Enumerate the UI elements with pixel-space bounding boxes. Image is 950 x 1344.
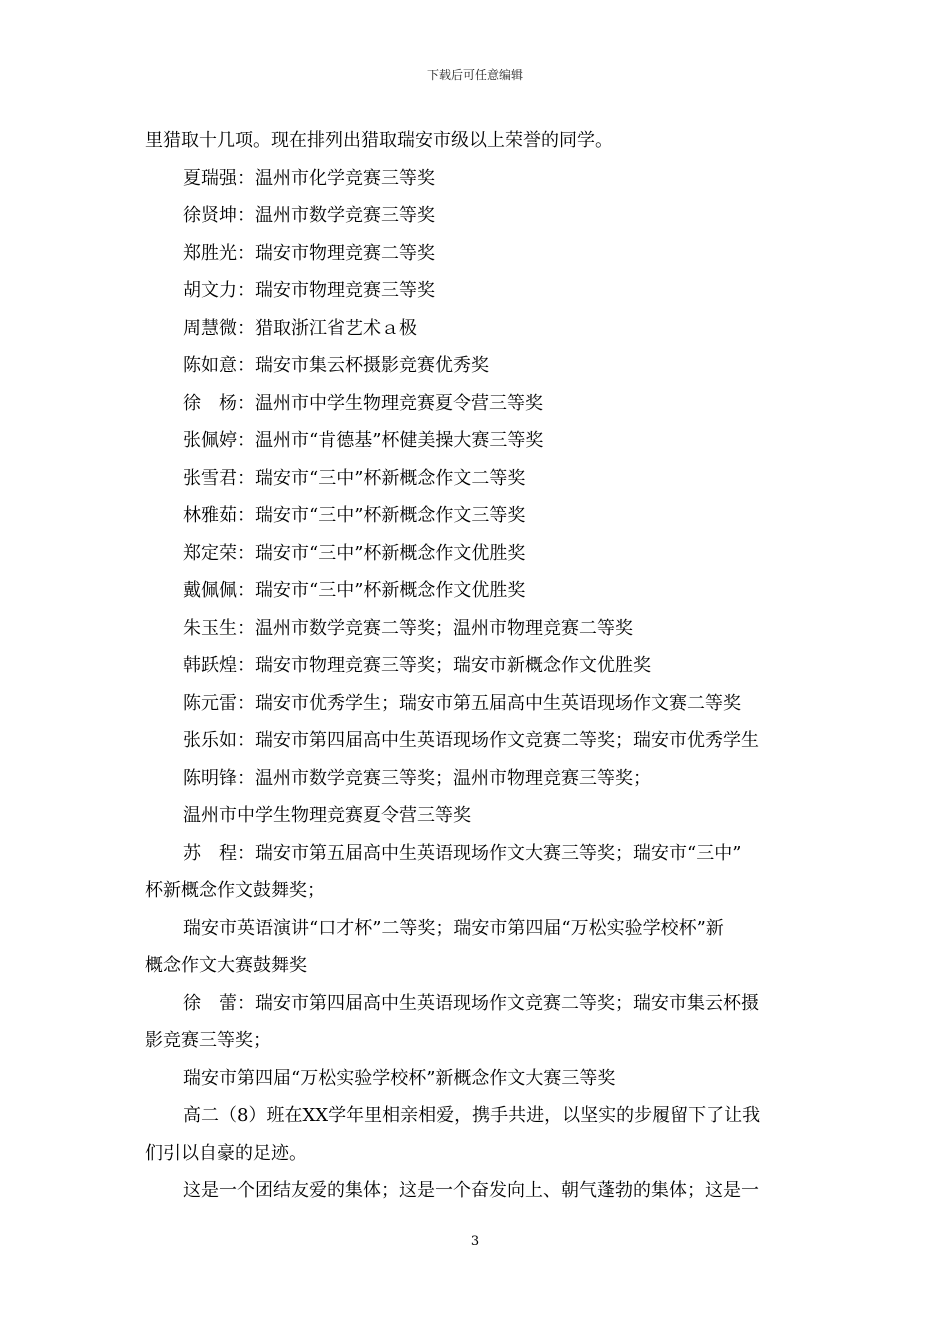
text-line: 影竞赛三等奖； [145, 1030, 271, 1051]
text-line: 胡文力：瑞安市物理竞赛三等奖 [183, 280, 435, 301]
text-line: 张雪君：瑞安市“三中”杯新概念作文二等奖 [183, 467, 526, 489]
text-line: 陈如意：瑞安市集云杯摄影竞赛优秀奖 [183, 355, 489, 376]
text-line: 杯新概念作文鼓舞奖； [145, 880, 325, 901]
text-line: 郑定荣：瑞安市“三中”杯新概念作文优胜奖 [183, 542, 526, 564]
text-line: 高二（8）班在XX学年里相亲相爱，携手共进，以坚实的步履留下了让我 [183, 1105, 761, 1126]
text-line: 韩跃煌：瑞安市物理竞赛三等奖；瑞安市新概念作文优胜奖 [183, 655, 651, 676]
text-line: 苏 程：瑞安市第五届高中生英语现场作文大赛三等奖；瑞安市“三中” [183, 842, 742, 864]
page-number: 3 [470, 1234, 480, 1249]
text-line: 夏瑞强：温州市化学竞赛三等奖 [183, 167, 435, 189]
text-line: 张乐如：瑞安市第四届高中生英语现场作文竞赛二等奖；瑞安市优秀学生 [183, 730, 759, 751]
text-line: 徐 蕾：瑞安市第四届高中生英语现场作文竞赛二等奖；瑞安市集云杯摄 [183, 992, 759, 1014]
text-line: 朱玉生：温州市数学竞赛二等奖；温州市物理竞赛二等奖 [183, 617, 633, 639]
text-line: 这是一个团结友爱的集体；这是一个奋发向上、朝气蓬勃的集体；这是一 [183, 1180, 759, 1201]
text-line: 瑞安市英语演讲“口才杯”二等奖；瑞安市第四届“万松实验学校杯”新 [183, 917, 724, 939]
text-line: 徐 杨：温州市中学生物理竞赛夏令营三等奖 [183, 392, 543, 414]
document-body [145, 122, 815, 1210]
text-line: 徐贤坤：温州市数学竞赛三等奖 [183, 205, 435, 226]
text-line: 们引以自豪的足迹。 [145, 1142, 307, 1164]
page-header: 下载后可任意编辑 [426, 68, 523, 82]
text-line: 里猎取十几项。现在排列出猎取瑞安市级以上荣誉的同学。 [145, 130, 613, 151]
text-line: 温州市中学生物理竞赛夏令营三等奖 [183, 805, 471, 826]
text-line: 概念作文大赛鼓舞奖 [145, 955, 307, 976]
text-line: 郑胜光：瑞安市物理竞赛二等奖 [183, 242, 435, 264]
text-line: 陈元雷：瑞安市优秀学生；瑞安市第五届高中生英语现场作文赛二等奖 [183, 692, 741, 714]
text-line: 陈明锋：温州市数学竞赛三等奖；温州市物理竞赛三等奖； [183, 767, 651, 789]
text-line: 周慧微：猎取浙江省艺术ａ极 [183, 317, 417, 339]
text-line: 林雅茹：瑞安市“三中”杯新概念作文三等奖 [183, 505, 526, 526]
text-line: 张佩婷：温州市“肯德基”杯健美操大赛三等奖 [183, 430, 544, 451]
text-line: 戴佩佩：瑞安市“三中”杯新概念作文优胜奖 [183, 580, 526, 601]
text-line: 瑞安市第四届“万松实验学校杯”新概念作文大赛三等奖 [183, 1067, 616, 1089]
